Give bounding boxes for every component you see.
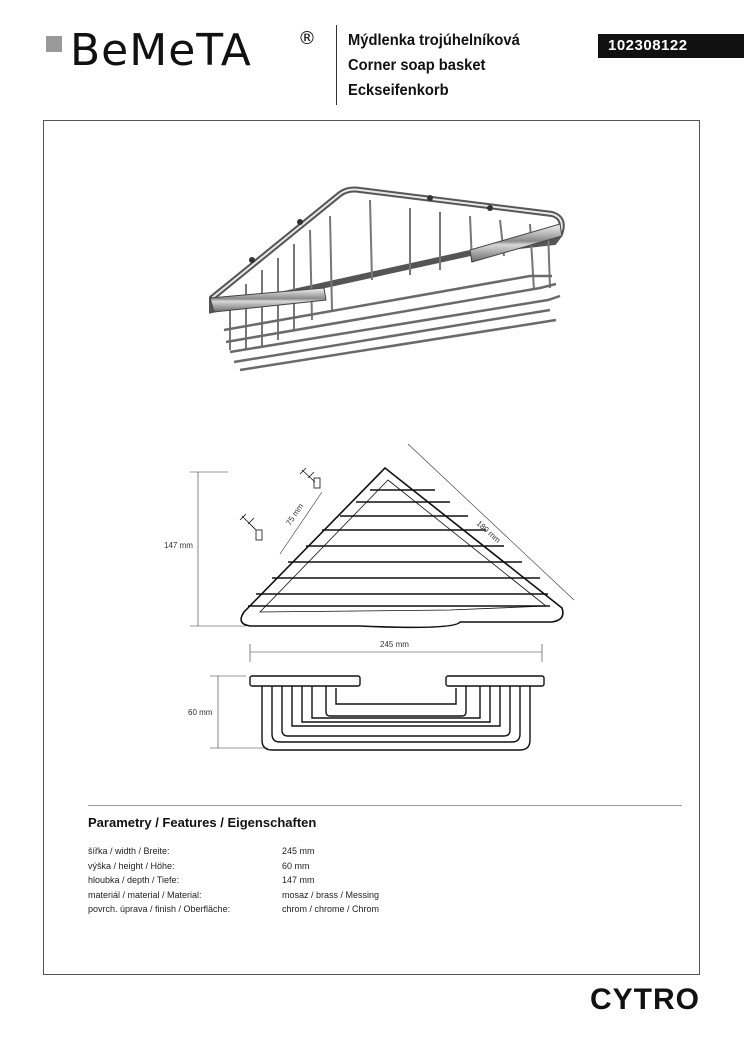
feature-row bbox=[88, 846, 488, 861]
title-de: Eckseifenkorb bbox=[348, 82, 449, 99]
front-view bbox=[250, 676, 544, 750]
registered-mark: ® bbox=[298, 28, 316, 49]
feature-label: hloubka / depth / Tiefe: bbox=[88, 875, 180, 885]
feature-value: 147 mm bbox=[282, 875, 315, 885]
feature-value: 60 mm bbox=[282, 860, 310, 871]
product-photo bbox=[200, 180, 580, 380]
header-divider bbox=[336, 25, 337, 105]
dim-height-label: 60 mm bbox=[188, 708, 213, 717]
logo-square-mark bbox=[46, 36, 62, 52]
feature-row bbox=[88, 875, 488, 890]
feature-row bbox=[88, 861, 488, 876]
brand-name: BeMeTA bbox=[70, 25, 252, 76]
brand-logo bbox=[46, 26, 316, 76]
feature-label: šířka / width / Breite: bbox=[88, 846, 170, 856]
dim-width-label: 245 mm bbox=[380, 640, 409, 649]
feature-value: chrom / chrome / Chrom bbox=[282, 904, 380, 914]
feature-row bbox=[88, 890, 488, 905]
feature-label: povrch. úprava / finish / Oberfläche: bbox=[88, 904, 231, 914]
dim-depth-label: 147 mm bbox=[164, 541, 193, 550]
top-view bbox=[241, 468, 563, 627]
product-code: 102308122 bbox=[598, 34, 744, 58]
title-en: Corner soap basket bbox=[348, 57, 486, 74]
dim-side-label: 180 mm bbox=[474, 518, 503, 545]
title-cz: Mýdlenka trojúhelníková bbox=[348, 32, 520, 49]
technical-drawing bbox=[150, 430, 600, 770]
feature-value: 245 mm bbox=[282, 846, 315, 856]
series-name: CYTRO bbox=[590, 983, 700, 1016]
feature-label: výška / height / Höhe: bbox=[88, 860, 175, 871]
features-divider bbox=[88, 805, 682, 806]
feature-label: materiál / material / Material: bbox=[88, 889, 202, 900]
product-titles bbox=[348, 28, 535, 103]
mount-screws bbox=[240, 468, 320, 540]
feature-value: mosaz / brass / Messing bbox=[282, 889, 380, 900]
features-table bbox=[88, 846, 488, 919]
features-title: Parametry / Features / Eigenschaften bbox=[88, 815, 317, 830]
feature-row bbox=[88, 904, 488, 919]
dim-mount-label: 75 mm bbox=[284, 501, 306, 528]
